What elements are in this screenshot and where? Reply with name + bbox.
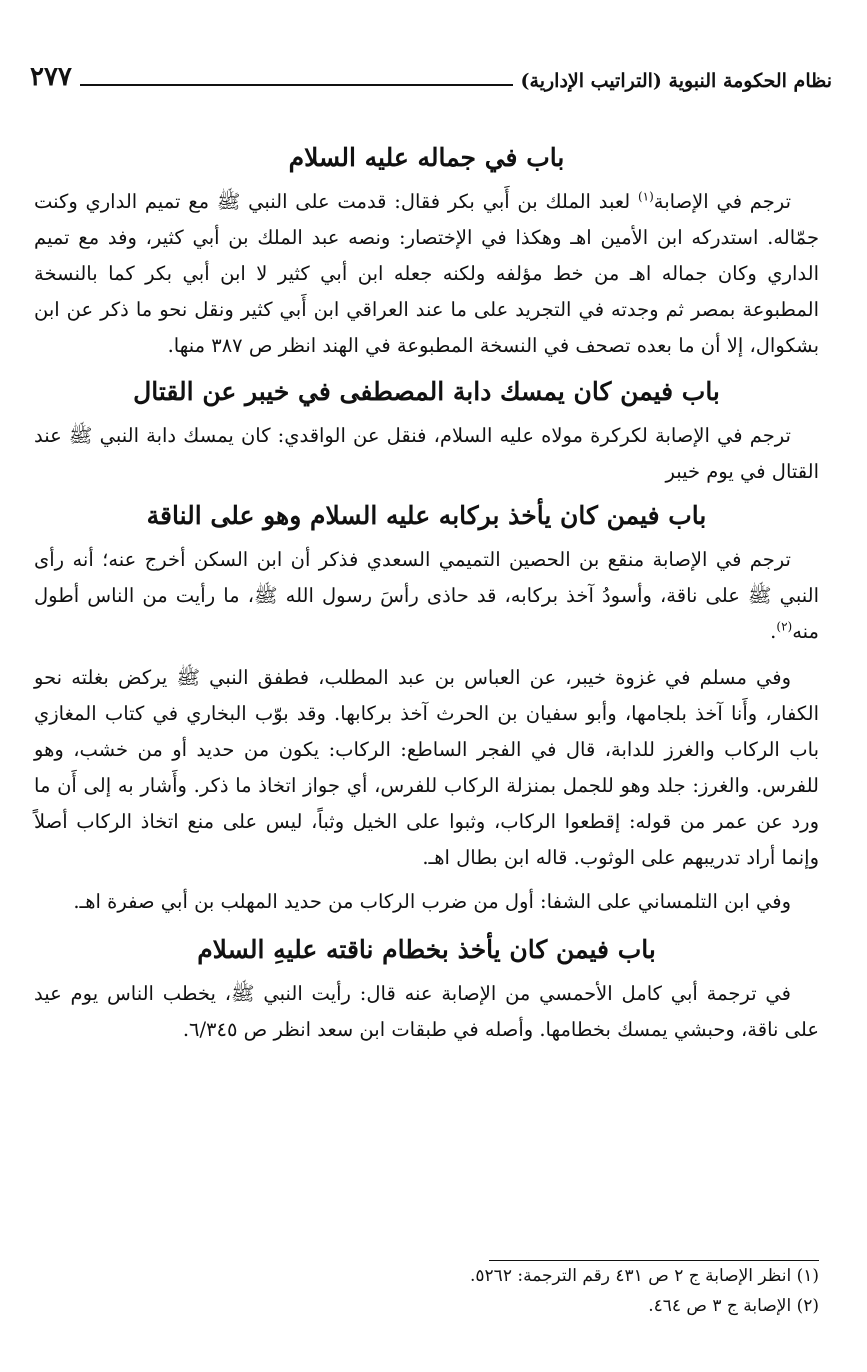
section-heading: باب في جماله عليه السلام [288,143,565,172]
header-rule [80,84,513,86]
paragraph: وفي ابن التلمساني على الشفا: أول من ضرب الركاب من حديد المهلب بن أبي صفرة اهـ. [73,890,791,913]
section-heading: باب فيمن كان يأخذ بركابه عليه السلام وهو على الناقة [146,501,707,530]
running-title: نظام الحكومة النبوية (التراتيب الإدارية) [520,70,832,92]
paragraph: وفي مسلم في غزوة خيبر، عن العباس بن عبد المطلب، فطفق النبي ﷺ يركض بغلته نحو الكفار، وأَنا آخذ بلجامها، وأبو سفيان بن الحرث آخذ بركابها. وقد بوّب البخاري في كتاب المغازي باب الركاب والغرز للدابة، قال في الفجر الساطع: الركاب: يكون من حديد أو من خشب، وهو للفرس. والغرز: جلد وهو للجمل بمنزلة الركاب للفرس، أي جواز اتخاذ ما ذكر. وأَشار به إلى أَن ما ورد عن عمر من قوله: إقطعوا الركاب، وثبوا على الخيل وثباً، ليس على منع اتخاذ الركاب أصلاً وإنما أراد تدريبهم على الوثوب. قاله ابن بطال اهـ. [34,666,819,869]
paragraph: في ترجمة أبي كامل الأحمسي من الإصابة عنه قال: رأيت النبي ﷺ، يخطب الناس يوم عيد على ناقة، وحبشي يمسك بخطامها. وأصله في طبقات ابن سعد انظر ص ٦/٣٤٥. [34,982,819,1041]
page-number: ٢٧٧ [30,62,72,92]
section-heading: باب فيمن كان يأخذ بخطام ناقته عليهِ السلام [197,935,656,964]
paragraph: ترجم في الإصابة$^{(١)}$ لعبد الملك بن أَبي بكر فقال: قدمت على النبي ﷺ مع تميم الداري وكنت جمّاله. استدركه ابن الأمين اهـ وهكذا في الإختصار: ونصه عبد الملك بن أبي كثير، وفد مع تميم الداري وكان جماله اهـ من خط مؤلفه ولكنه جعله ابن أبي كثير لا ابن أبي بكر كما بالنسخة المطبوعة بمصر ثم وجدته في التجريد على ما عند العراقي ابن أَبي كثير ونقل نحو ما ذكر عن ابن بشكوال، إلا أن ما بعده تصحف في النسخة المطبوعة في الهند انظر ص ٣٨٧ منها. [34,189,819,357]
footnote-ref: (٢) [776,619,793,634]
footnotes [34,1260,819,1321]
paragraph: ترجم في الإصابة لكركرة مولاه عليه السلام، فنقل عن الواقدي: كان يمسك دابة النبي ﷺ عند القتال في يوم خيبر [34,424,819,483]
footnote: (١) انظر الإصابة ج ٢ ص ٤٣١ رقم الترجمة: ٥٢٦٢. [470,1266,819,1286]
footnote: (٢) الإصابة ج ٣ ص ٤٦٤. [648,1296,819,1316]
section-heading: باب فيمن كان يمسك دابة المصطفى في خيبر عن القتال [133,377,720,406]
paragraph: ترجم في الإصابة منقع بن الحصين التميمي السعدي فذكر أن ابن السكن أخرج عنه؛ أنه رأى النبي ﷺ على ناقة، وأسودُ آخذ بركابه، قد حاذى رأسَ رسول الله ﷺ، ما رأيت من الناس أطول منه$^{(٢)}$. [34,548,819,643]
page-header [30,58,832,92]
footnote-ref: (١) [637,189,654,204]
page-body [34,138,819,1048]
